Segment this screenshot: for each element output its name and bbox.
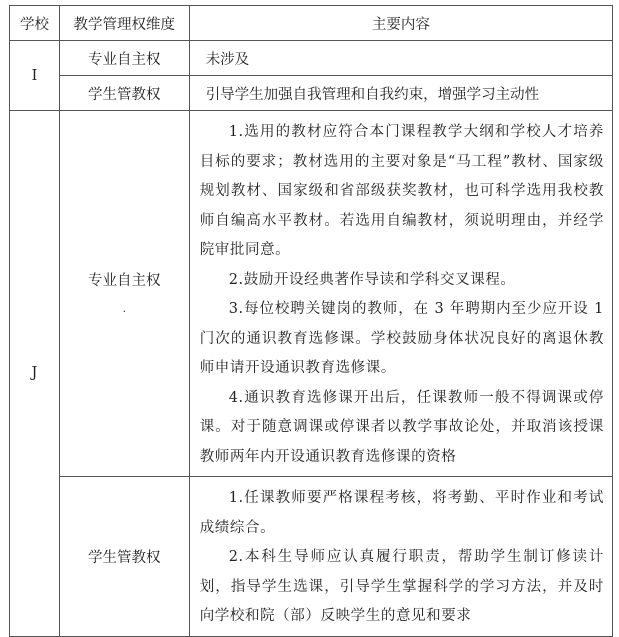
school-cell-i: I [10,41,60,111]
header-row [10,6,613,41]
paragraph: 2.本科生导师应认真履行职责，帮助学生制订修读计划，指导学生选课，引导学生掌握科学的学习方法，并及时向学校和院（部）反映学生的意见和要求 [199,549,604,624]
paragraph: 4.通识教育选修课开出后，任课教师一般不得调课或停课。对于随意调课或停课者以教学事故论处，并取消该授课教师两年内开设通识教育选修课的资格 [199,389,604,465]
management-rights-table [9,5,613,637]
school-cell-j: J [10,111,60,637]
header-dimension: 教学管理权维度 [59,6,189,41]
header-school: 学校 [10,6,60,41]
dimension-cell: 学生管教权 [59,76,189,111]
content-cell [189,477,612,637]
table-row [10,111,613,477]
table-row [10,477,613,637]
dimension-cell [59,111,189,477]
content-cell: 未涉及 [189,41,612,76]
dimension-cell: 学生管教权 [59,477,189,637]
paragraph: 2.鼓励开设经典著作导读和学科交叉课程。 [228,271,516,288]
table-row [10,41,613,76]
paragraph: 1.选用的教材应符合本门课程教学大纲和学校人才培养目标的要求；教材选用的主要对象是“马工程”教材、国家级规划教材、国家级和省部级获奖教材，也可科学选用我校教师自编高水平教材。若选用自编教材，须说明理由，并经学院审批同意。 [199,124,604,258]
paragraph: 3.每位校聘关键岗的教师，在 3 年聘期内至少应开设 1 门次的通识教育选修课。学校鼓励身体状况良好的离退休教师申请开设通识教育选修课。 [199,301,604,376]
dimension-label: 专业自主权 [88,273,161,289]
table-row [10,76,613,111]
content-cell: 引导学生加强自我管理和自我约束，增强学习主动性 [189,76,612,111]
dimension-cell: 专业自主权 [59,41,189,76]
content-cell [189,111,612,477]
header-content: 主要内容 [189,6,612,41]
paragraph: 1.任课教师要严格课程考核，将考勤、平时作业和考试成绩综合。 [199,490,604,536]
stray-dot: · [122,307,126,318]
